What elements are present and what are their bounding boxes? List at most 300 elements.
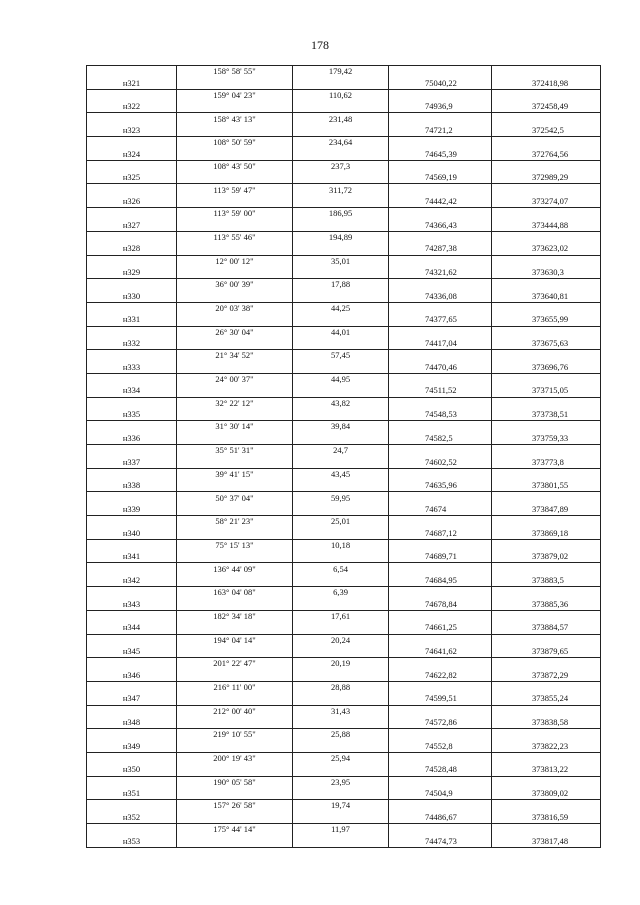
empty-cell [177, 362, 293, 374]
point-row [87, 291, 601, 303]
empty-cell [87, 729, 177, 741]
y-coordinate-cell: 373738,51 [492, 409, 601, 421]
empty-cell [389, 824, 492, 836]
x-coordinate-cell: 74474,73 [389, 835, 492, 847]
empty-cell [293, 433, 389, 445]
y-coordinate-cell: 373817,48 [492, 835, 601, 847]
empty-cell [177, 741, 293, 753]
direction-angle-cell: 157° 26' 58" [177, 800, 293, 812]
empty-cell [293, 622, 389, 634]
empty-cell [87, 231, 177, 243]
empty-cell [293, 409, 389, 421]
point-row [87, 267, 601, 279]
empty-cell [492, 634, 601, 646]
length-cell: 23,95 [293, 776, 389, 788]
y-coordinate-cell: 373879,65 [492, 646, 601, 658]
empty-cell [492, 302, 601, 314]
direction-angle-cell: 190° 05' 58" [177, 776, 293, 788]
direction-angle-cell: 35° 51' 31" [177, 445, 293, 457]
empty-cell [293, 148, 389, 160]
point-row [87, 764, 601, 776]
empty-cell [87, 800, 177, 812]
x-coordinate-cell: 74511,52 [389, 385, 492, 397]
y-coordinate-cell: 373759,33 [492, 433, 601, 445]
point-row [87, 433, 601, 445]
empty-cell [87, 421, 177, 433]
point-id-cell: н335 [87, 409, 177, 421]
point-id-cell: н322 [87, 101, 177, 113]
empty-cell [87, 587, 177, 599]
empty-cell [492, 350, 601, 362]
point-row [87, 314, 601, 326]
point-row [87, 598, 601, 610]
coordinates-table-container [86, 65, 600, 848]
empty-cell [87, 137, 177, 149]
empty-cell [389, 350, 492, 362]
segment-row [87, 184, 601, 196]
empty-cell [177, 693, 293, 705]
empty-cell [87, 610, 177, 622]
point-id-cell: н331 [87, 314, 177, 326]
point-row [87, 125, 601, 137]
point-row [87, 338, 601, 350]
empty-cell [87, 824, 177, 836]
length-cell: 17,88 [293, 279, 389, 291]
x-coordinate-cell: 74721,2 [389, 125, 492, 137]
length-cell: 25,94 [293, 752, 389, 764]
empty-cell [389, 610, 492, 622]
direction-angle-cell: 32° 22' 12" [177, 397, 293, 409]
point-id-cell: н324 [87, 148, 177, 160]
empty-cell [87, 634, 177, 646]
y-coordinate-cell: 373715,05 [492, 385, 601, 397]
empty-cell [492, 373, 601, 385]
direction-angle-cell: 39° 41' 15" [177, 468, 293, 480]
empty-cell [492, 421, 601, 433]
coordinates-table-body [87, 66, 601, 848]
segment-row [87, 492, 601, 504]
x-coordinate-cell: 74635,96 [389, 480, 492, 492]
empty-cell [293, 125, 389, 137]
point-id-cell: н347 [87, 693, 177, 705]
y-coordinate-cell: 373885,36 [492, 598, 601, 610]
empty-cell [492, 468, 601, 480]
point-row [87, 409, 601, 421]
empty-cell [492, 184, 601, 196]
y-coordinate-cell: 373801,55 [492, 480, 601, 492]
empty-cell [492, 516, 601, 528]
x-coordinate-cell: 74504,9 [389, 788, 492, 800]
empty-cell [389, 658, 492, 670]
empty-cell [87, 776, 177, 788]
empty-cell [389, 516, 492, 528]
point-row [87, 812, 601, 824]
point-id-cell: н346 [87, 670, 177, 682]
empty-cell [177, 314, 293, 326]
y-coordinate-cell: 373883,5 [492, 575, 601, 587]
empty-cell [177, 551, 293, 563]
empty-cell [293, 77, 389, 89]
length-cell: 44,25 [293, 302, 389, 314]
empty-cell [177, 243, 293, 255]
segment-row [87, 658, 601, 670]
segment-row [87, 373, 601, 385]
length-cell: 43,82 [293, 397, 389, 409]
x-coordinate-cell: 74684,95 [389, 575, 492, 587]
empty-cell [87, 397, 177, 409]
empty-cell [389, 231, 492, 243]
empty-cell [492, 231, 601, 243]
direction-angle-cell: 194° 04' 14" [177, 634, 293, 646]
empty-cell [389, 137, 492, 149]
segment-row [87, 610, 601, 622]
length-cell: 231,48 [293, 113, 389, 125]
point-id-cell: н333 [87, 362, 177, 374]
y-coordinate-cell: 372458,49 [492, 101, 601, 113]
x-coordinate-cell: 74674 [389, 504, 492, 516]
direction-angle-cell: 58° 21' 23" [177, 516, 293, 528]
empty-cell [293, 764, 389, 776]
segment-row [87, 681, 601, 693]
empty-cell [293, 172, 389, 184]
empty-cell [389, 705, 492, 717]
segment-row [87, 397, 601, 409]
empty-cell [293, 385, 389, 397]
empty-cell [87, 681, 177, 693]
point-row [87, 788, 601, 800]
empty-cell [492, 160, 601, 172]
point-id-cell: н343 [87, 598, 177, 610]
empty-cell [177, 101, 293, 113]
empty-cell [492, 800, 601, 812]
empty-cell [87, 658, 177, 670]
segment-row [87, 326, 601, 338]
empty-cell [177, 717, 293, 729]
empty-cell [389, 752, 492, 764]
x-coordinate-cell: 74336,08 [389, 291, 492, 303]
empty-cell [389, 681, 492, 693]
y-coordinate-cell: 373623,02 [492, 243, 601, 255]
length-cell: 11,97 [293, 824, 389, 836]
x-coordinate-cell: 74321,62 [389, 267, 492, 279]
empty-cell [177, 646, 293, 658]
empty-cell [389, 539, 492, 551]
point-row [87, 717, 601, 729]
point-id-cell: н344 [87, 622, 177, 634]
direction-angle-cell: 26° 30' 04" [177, 326, 293, 338]
empty-cell [293, 480, 389, 492]
segment-row [87, 302, 601, 314]
x-coordinate-cell: 74366,43 [389, 219, 492, 231]
empty-cell [389, 89, 492, 101]
segment-row [87, 729, 601, 741]
empty-cell [293, 670, 389, 682]
direction-angle-cell: 21° 34' 52" [177, 350, 293, 362]
page-number: 178 [311, 38, 329, 52]
length-cell: 44,95 [293, 373, 389, 385]
x-coordinate-cell: 74661,25 [389, 622, 492, 634]
direction-angle-cell: 113° 59' 47" [177, 184, 293, 196]
segment-row [87, 350, 601, 362]
length-cell: 28,88 [293, 681, 389, 693]
empty-cell [389, 373, 492, 385]
point-row [87, 172, 601, 184]
point-id-cell: н338 [87, 480, 177, 492]
empty-cell [492, 445, 601, 457]
empty-cell [293, 551, 389, 563]
x-coordinate-cell: 74569,19 [389, 172, 492, 184]
point-id-cell: н332 [87, 338, 177, 350]
empty-cell [177, 338, 293, 350]
x-coordinate-cell: 74678,84 [389, 598, 492, 610]
x-coordinate-cell: 74528,48 [389, 764, 492, 776]
point-row [87, 196, 601, 208]
empty-cell [492, 89, 601, 101]
x-coordinate-cell: 74572,86 [389, 717, 492, 729]
x-coordinate-cell: 74582,5 [389, 433, 492, 445]
x-coordinate-cell: 74417,04 [389, 338, 492, 350]
point-id-cell: н323 [87, 125, 177, 137]
point-id-cell: н336 [87, 433, 177, 445]
point-id-cell: н353 [87, 835, 177, 847]
x-coordinate-cell: 75040,22 [389, 77, 492, 89]
y-coordinate-cell: 372764,56 [492, 148, 601, 160]
segment-row [87, 634, 601, 646]
y-coordinate-cell: 373869,18 [492, 527, 601, 539]
point-row [87, 670, 601, 682]
empty-cell [87, 208, 177, 220]
direction-angle-cell: 36° 00' 39" [177, 279, 293, 291]
point-row [87, 835, 601, 847]
length-cell: 25,88 [293, 729, 389, 741]
empty-cell [492, 587, 601, 599]
point-row [87, 77, 601, 89]
length-cell: 59,95 [293, 492, 389, 504]
empty-cell [389, 113, 492, 125]
length-cell: 311,72 [293, 184, 389, 196]
empty-cell [389, 563, 492, 575]
point-row [87, 219, 601, 231]
y-coordinate-cell: 373655,99 [492, 314, 601, 326]
segment-row [87, 563, 601, 575]
empty-cell [293, 527, 389, 539]
point-id-cell: н329 [87, 267, 177, 279]
empty-cell [492, 113, 601, 125]
direction-angle-cell: 50° 37' 04" [177, 492, 293, 504]
empty-cell [293, 835, 389, 847]
empty-cell [389, 255, 492, 267]
length-cell: 25,01 [293, 516, 389, 528]
empty-cell [492, 539, 601, 551]
empty-cell [492, 208, 601, 220]
length-cell: 44,01 [293, 326, 389, 338]
empty-cell [177, 148, 293, 160]
empty-cell [293, 196, 389, 208]
empty-cell [492, 492, 601, 504]
y-coordinate-cell: 372418,98 [492, 77, 601, 89]
empty-cell [87, 302, 177, 314]
empty-cell [389, 421, 492, 433]
length-cell: 43,45 [293, 468, 389, 480]
y-coordinate-cell: 373809,02 [492, 788, 601, 800]
empty-cell [177, 409, 293, 421]
empty-cell [87, 492, 177, 504]
empty-cell [492, 824, 601, 836]
empty-cell [293, 646, 389, 658]
length-cell: 35,01 [293, 255, 389, 267]
empty-cell [293, 243, 389, 255]
empty-cell [177, 670, 293, 682]
segment-row [87, 539, 601, 551]
direction-angle-cell: 182° 34' 18" [177, 610, 293, 622]
point-id-cell: н345 [87, 646, 177, 658]
direction-angle-cell: 75° 15' 13" [177, 539, 293, 551]
direction-angle-cell: 163° 04' 08" [177, 587, 293, 599]
point-row [87, 385, 601, 397]
segment-row [87, 208, 601, 220]
empty-cell [293, 812, 389, 824]
point-row [87, 575, 601, 587]
direction-angle-cell: 200° 19' 43" [177, 752, 293, 764]
direction-angle-cell: 31° 30' 14" [177, 421, 293, 433]
empty-cell [177, 385, 293, 397]
length-cell: 17,61 [293, 610, 389, 622]
y-coordinate-cell: 373813,22 [492, 764, 601, 776]
empty-cell [87, 539, 177, 551]
segment-row [87, 800, 601, 812]
length-cell: 110,62 [293, 89, 389, 101]
empty-cell [177, 196, 293, 208]
length-cell: 20,24 [293, 634, 389, 646]
empty-cell [87, 113, 177, 125]
empty-cell [87, 468, 177, 480]
length-cell: 194,89 [293, 231, 389, 243]
segment-row [87, 587, 601, 599]
empty-cell [389, 634, 492, 646]
empty-cell [87, 160, 177, 172]
x-coordinate-cell: 74645,39 [389, 148, 492, 160]
segment-row [87, 445, 601, 457]
x-coordinate-cell: 74377,65 [389, 314, 492, 326]
y-coordinate-cell: 373822,23 [492, 741, 601, 753]
x-coordinate-cell: 74599,51 [389, 693, 492, 705]
y-coordinate-cell: 373696,76 [492, 362, 601, 374]
point-id-cell: н349 [87, 741, 177, 753]
empty-cell [293, 338, 389, 350]
segment-row [87, 160, 601, 172]
empty-cell [177, 575, 293, 587]
empty-cell [177, 267, 293, 279]
length-cell: 237,3 [293, 160, 389, 172]
point-row [87, 101, 601, 113]
empty-cell [87, 563, 177, 575]
x-coordinate-cell: 74689,71 [389, 551, 492, 563]
empty-cell [492, 279, 601, 291]
empty-cell [389, 587, 492, 599]
point-id-cell: н325 [87, 172, 177, 184]
empty-cell [87, 255, 177, 267]
point-row [87, 243, 601, 255]
point-row [87, 362, 601, 374]
empty-cell [389, 302, 492, 314]
direction-angle-cell: 108° 50' 59" [177, 137, 293, 149]
y-coordinate-cell: 373444,88 [492, 219, 601, 231]
segment-row [87, 776, 601, 788]
y-coordinate-cell: 373640,81 [492, 291, 601, 303]
x-coordinate-cell: 74936,9 [389, 101, 492, 113]
y-coordinate-cell: 373884,57 [492, 622, 601, 634]
empty-cell [492, 66, 601, 78]
empty-cell [492, 729, 601, 741]
length-cell: 31,43 [293, 705, 389, 717]
direction-angle-cell: 158° 43' 13" [177, 113, 293, 125]
length-cell: 234,64 [293, 137, 389, 149]
point-id-cell: н326 [87, 196, 177, 208]
empty-cell [293, 504, 389, 516]
direction-angle-cell: 12° 00' 12" [177, 255, 293, 267]
segment-row [87, 824, 601, 836]
empty-cell [492, 752, 601, 764]
y-coordinate-cell: 372542,5 [492, 125, 601, 137]
empty-cell [293, 267, 389, 279]
y-coordinate-cell: 373855,24 [492, 693, 601, 705]
y-coordinate-cell: 373675,63 [492, 338, 601, 350]
empty-cell [293, 291, 389, 303]
empty-cell [492, 563, 601, 575]
y-coordinate-cell: 373816,59 [492, 812, 601, 824]
empty-cell [389, 66, 492, 78]
empty-cell [492, 255, 601, 267]
empty-cell [87, 516, 177, 528]
empty-cell [389, 208, 492, 220]
point-id-cell: н321 [87, 77, 177, 89]
empty-cell [177, 480, 293, 492]
empty-cell [177, 598, 293, 610]
empty-cell [492, 326, 601, 338]
empty-cell [389, 279, 492, 291]
x-coordinate-cell: 74287,38 [389, 243, 492, 255]
segment-row [87, 255, 601, 267]
empty-cell [87, 326, 177, 338]
empty-cell [177, 504, 293, 516]
empty-cell [293, 456, 389, 468]
point-id-cell: н352 [87, 812, 177, 824]
empty-cell [293, 101, 389, 113]
empty-cell [87, 752, 177, 764]
x-coordinate-cell: 74622,82 [389, 670, 492, 682]
empty-cell [389, 445, 492, 457]
empty-cell [389, 468, 492, 480]
point-row [87, 480, 601, 492]
empty-cell [492, 658, 601, 670]
direction-angle-cell: 20° 03' 38" [177, 302, 293, 314]
empty-cell [87, 66, 177, 78]
length-cell: 6,39 [293, 587, 389, 599]
segment-row [87, 279, 601, 291]
empty-cell [87, 445, 177, 457]
length-cell: 39,84 [293, 421, 389, 433]
x-coordinate-cell: 74687,12 [389, 527, 492, 539]
length-cell: 24,7 [293, 445, 389, 457]
segment-row [87, 231, 601, 243]
x-coordinate-cell: 74486,67 [389, 812, 492, 824]
point-id-cell: н334 [87, 385, 177, 397]
point-row [87, 456, 601, 468]
empty-cell [492, 681, 601, 693]
direction-angle-cell: 136° 44' 09" [177, 563, 293, 575]
empty-cell [293, 598, 389, 610]
segment-row [87, 468, 601, 480]
